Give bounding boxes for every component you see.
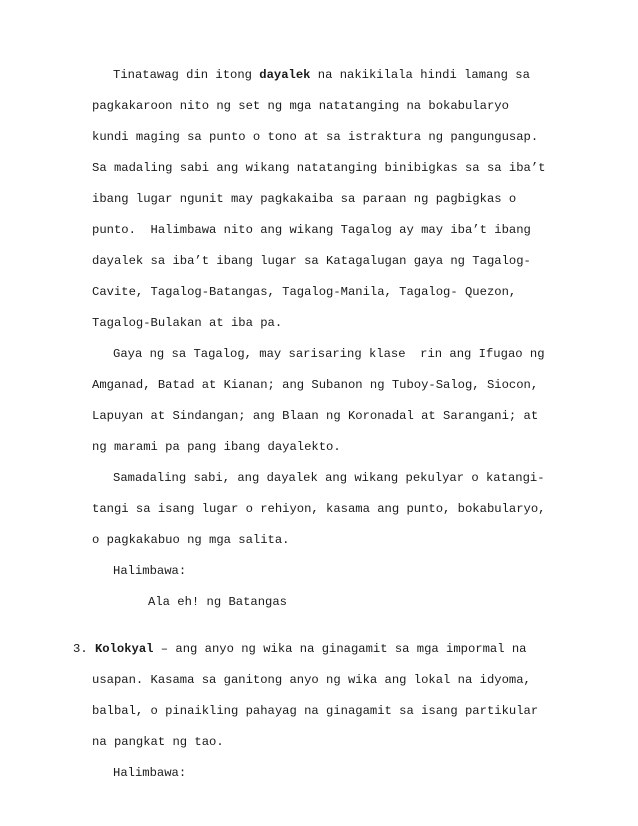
example-label: Halimbawa: <box>113 766 187 780</box>
paragraph-line: usapan. Kasama sa ganitong anyo ng wika ang lokal na idyoma, <box>92 673 531 687</box>
paragraph-line: Sa madaling sabi ang wikang natatanging binibigkas sa sa iba’t <box>92 161 546 175</box>
paragraph-line: ibang lugar ngunit may pagkakaiba sa paraan ng pagbigkas o <box>92 192 517 206</box>
paragraph-line: kundi maging sa punto o tono at sa istraktura ng pangungusap. <box>92 130 539 144</box>
text-run: na nakikilala hindi lamang sa <box>310 68 530 82</box>
paragraph-line: ng marami pa pang ibang dayalekto. <box>92 440 341 454</box>
example-label: Halimbawa: <box>113 564 187 578</box>
section-heading-line <box>73 641 526 657</box>
paragraph-line: dayalek sa iba’t ibang lugar sa Katagalugan gaya ng Tagalog- <box>92 254 531 268</box>
paragraph-line: Tagalog-Bulakan at iba pa. <box>92 316 283 330</box>
term-dayalek: dayalek <box>259 68 311 82</box>
paragraph-line: Cavite, Tagalog-Batangas, Tagalog-Manila, Tagalog- Quezon, <box>92 285 517 299</box>
paragraph-line: balbal, o pinaikling pahayag na ginagamit sa isang partikular <box>92 704 539 718</box>
text-run: – ang anyo ng wika na ginagamit sa mga impormal na <box>153 642 527 656</box>
text-run: Tinatawag din itong <box>113 68 260 82</box>
paragraph-line: tangi sa isang lugar o rehiyon, kasama ang punto, bokabularyo, <box>92 502 546 516</box>
example-text: Ala eh! ng Batangas <box>148 595 287 609</box>
paragraph-line: Gaya ng sa Tagalog, may sarisaring klase rin ang Ifugao ng <box>113 347 545 361</box>
paragraph-line: Amganad, Batad at Kianan; ang Subanon ng Tuboy-Salog, Siocon, <box>92 378 539 392</box>
paragraph-line <box>113 67 530 83</box>
list-number: 3. <box>73 642 88 656</box>
paragraph-line: Lapuyan at Sindangan; ang Blaan ng Koronadal at Sarangani; at <box>92 409 539 423</box>
paragraph-line: punto. Halimbawa nito ang wikang Tagalog ay may iba’t ibang <box>92 223 531 237</box>
paragraph-line: Samadaling sabi, ang dayalek ang wikang pekulyar o katangi- <box>113 471 545 485</box>
paragraph-line: na pangkat ng tao. <box>92 735 224 749</box>
paragraph-line: o pagkakabuo ng mga salita. <box>92 533 290 547</box>
term-kolokyal: Kolokyal <box>94 642 154 656</box>
paragraph-line: pagkakaroon nito ng set ng mga natatanging na bokabularyo <box>92 99 509 113</box>
